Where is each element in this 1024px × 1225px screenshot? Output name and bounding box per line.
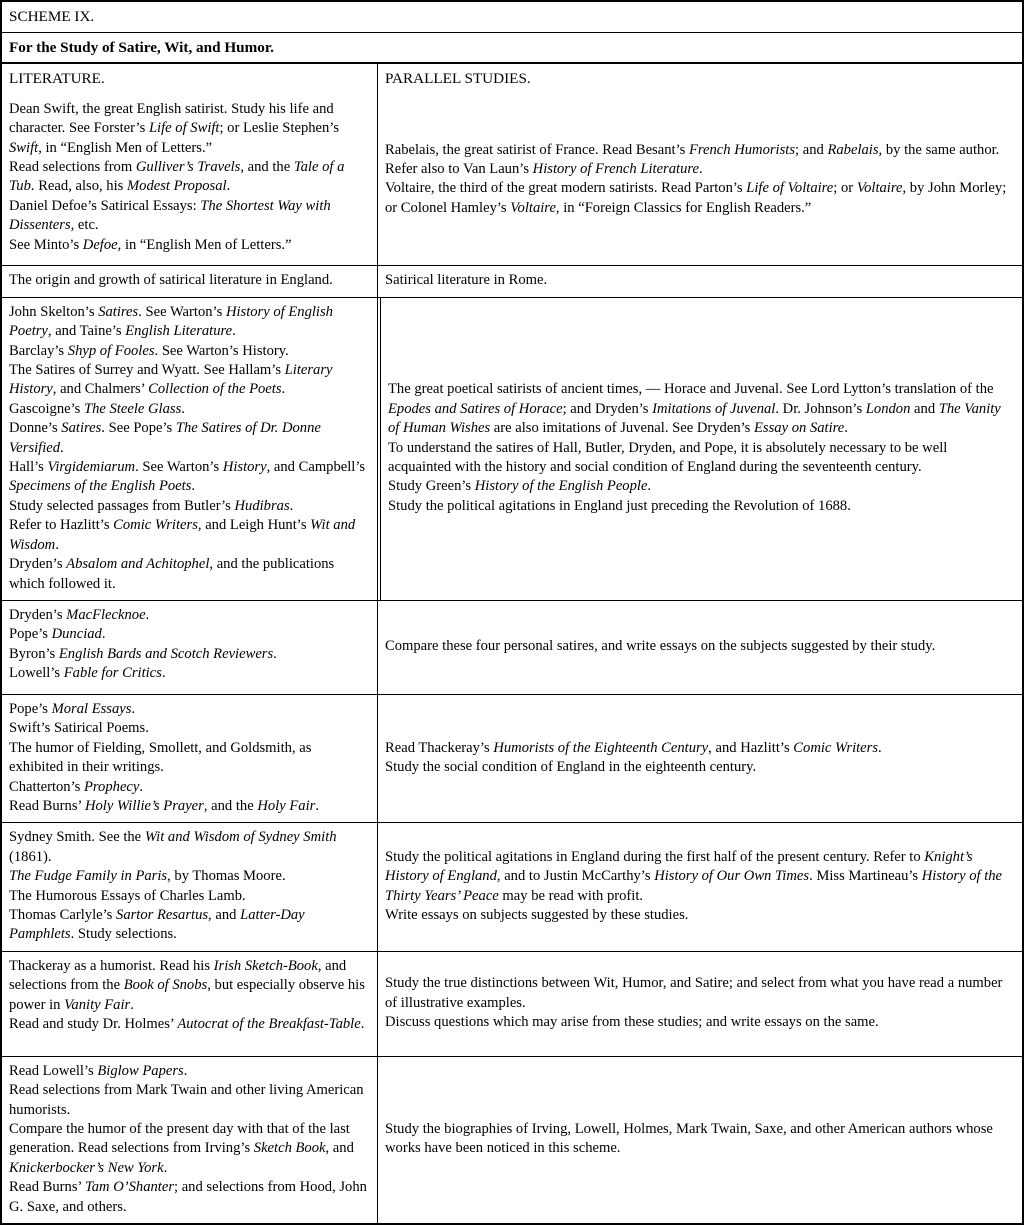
paragraph: Dryden’s Absalom and Achitophel, and the publications which followed it.: [9, 556, 335, 592]
paragraph: Study selected passages from Butler’s Hudibras.: [9, 497, 294, 514]
paragraph: The origin and growth of satirical literature in England.: [9, 271, 333, 288]
paragraph: Sydney Smith. See the Wit and Wisdom of Sydney Smith (1861).: [9, 829, 337, 865]
paragraph: Study the political agitations in England during the first half of the present century. Refer to Knight’s History of England, and to Justin McCarthy’s History of Our Own Times. Miss Martineau’s History of the Thirty Years’ Peace may be read with profit.: [385, 848, 1003, 904]
parallel-studies-cell: [377, 952, 1022, 1056]
literature-cell: [2, 823, 377, 950]
column-header-literature: LITERATURE.: [9, 70, 105, 88]
paragraph: Voltaire, the third of the great modern satirists. Read Parton’s Life of Voltaire; or Voltaire, by John Morley; or Colonel Hamley’s Voltaire, in “Foreign Classics for English Readers.”: [385, 180, 1007, 216]
paragraph: Read and study Dr. Holmes’ Autocrat of the Breakfast-Table.: [9, 1016, 365, 1032]
paragraph: Study the social condition of England in the eighteenth century.: [385, 759, 757, 776]
paragraph: Read selections from Mark Twain and other living American humorists.: [9, 1082, 364, 1118]
paragraph: Study the biographies of Irving, Lowell, Holmes, Mark Twain, Saxe, and other American authors whose works have been noticed in this scheme.: [385, 1121, 993, 1157]
table-row: [2, 265, 1022, 297]
paragraph: Compare the humor of the present day with that of the last generation. Read selections from Irving’s Sketch Book, and Knickerbocker’s New York.: [9, 1121, 354, 1176]
paragraph: The great poetical satirists of ancient times, — Horace and Juvenal. See Lord Lytton’s translation of the Epodes and Satires of Horace; and Dryden’s Imitations of Juvenal. Dr. Johnson’s London and The Vanity of Human Wishes are also imitations of Juvenal. See Dryden’s Essay on Satire.: [388, 381, 1001, 437]
parallel-studies-cell: [377, 601, 1022, 694]
paragraph: Study the political agitations in England just preceding the Revolution of 1688.: [388, 497, 851, 514]
paragraph: Daniel Defoe’s Satirical Essays: The Shortest Way with Dissenters, etc.: [9, 197, 331, 234]
paragraph: The humor of Fielding, Smollett, and Goldsmith, as exhibited in their writings.: [9, 739, 312, 776]
paragraph: Read Burns’ Tam O’Shanter; and selections from Hood, John G. Saxe, and others.: [9, 1179, 367, 1215]
scheme-title-row: [2, 32, 1022, 62]
paragraph: Gascoigne’s The Steele Glass.: [9, 400, 185, 417]
paragraph: Lowell’s Fable for Critics.: [9, 665, 166, 682]
paragraph: The Fudge Family in Paris, by Thomas Moore.: [9, 868, 286, 885]
paragraph: The Satires of Surrey and Wyatt. See Hallam’s Literary History, and Chalmers’ Collection of the Poets.: [9, 362, 333, 398]
paragraph: Hall’s Virgidemiarum. See Warton’s History, and Campbell’s Specimens of the English Poets.: [9, 459, 366, 495]
paragraph: Satirical literature in Rome.: [385, 272, 548, 289]
parallel-studies-cell: [377, 298, 1022, 600]
table-row: [2, 694, 1022, 822]
scheme-title: For the Study of Satire, Wit, and Humor.: [9, 39, 274, 56]
paragraph: See Minto’s Defoe, in “English Men of Letters.”: [9, 236, 292, 253]
paragraph: Pope’s Moral Essays.: [9, 700, 136, 717]
parallel-studies-cell: [377, 95, 1022, 265]
paragraph: Swift’s Satirical Poems.: [9, 720, 149, 737]
parallel-studies-cell: [377, 695, 1022, 822]
paragraph: John Skelton’s Satires. See Warton’s History of English Poetry, and Taine’s English Literature.: [9, 303, 333, 340]
paragraph: Compare these four personal satires, and write essays on the subjects suggested by their study.: [385, 638, 936, 655]
paragraph: Read selections from Gulliver’s Travels, and the Tale of a Tub. Read, also, his Modest Proposal.: [9, 159, 345, 195]
table-row: [2, 822, 1022, 950]
paragraph: Thackeray as a humorist. Read his Irish Sketch-Book, and selections from the Book of Snobs, but especially observe his power in Vanity Fair.: [9, 957, 365, 1013]
paragraph: Dryden’s MacFlecknoe.: [9, 606, 150, 623]
parallel-studies-cell: [377, 823, 1022, 950]
paragraph: Thomas Carlyle’s Sartor Resartus, and Latter-Day Pamphlets. Study selections.: [9, 906, 305, 943]
paragraph: To understand the satires of Hall, Butler, Dryden, and Pope, it is absolutely necessary to be well acquainted with the history and social condition of England during the seventeenth century.: [388, 439, 948, 476]
paragraph: Write essays on subjects suggested by these studies.: [385, 906, 689, 923]
literature-cell: [2, 601, 377, 694]
paragraph: Refer to Hazlitt’s Comic Writers, and Leigh Hunt’s Wit and Wisdom.: [9, 517, 356, 553]
literature-cell: [2, 1057, 377, 1223]
literature-cell: [2, 695, 377, 822]
parallel-studies-cell: [377, 1057, 1022, 1223]
table-row: [2, 600, 1022, 694]
paragraph: Byron’s English Bards and Scotch Reviewers.: [9, 645, 277, 662]
paragraph: Study the true distinctions between Wit, Humor, and Satire; and select from what you have read a number of illustrative examples.: [385, 975, 1003, 1011]
literature-cell: [2, 266, 377, 297]
paragraph: Read Thackeray’s Humorists of the Eighteenth Century, and Hazlitt’s Comic Writers.: [385, 739, 882, 756]
paragraph: Discuss questions which may arise from these studies; and write essays on the same.: [385, 1013, 879, 1030]
table-body: [2, 95, 1022, 1223]
paragraph: Read Lowell’s Biglow Papers.: [9, 1062, 188, 1079]
column-header-row: [2, 62, 1022, 94]
paragraph: Dean Swift, the great English satirist. Study his life and character. See Forster’s Life of Swift; or Leslie Stephen’s Swift, in “English Men of Letters.”: [9, 100, 340, 156]
table-row: [2, 1056, 1022, 1223]
literature-cell: [2, 952, 377, 1056]
paragraph: Study Green’s History of the English People.: [388, 478, 652, 495]
paragraph: The Humorous Essays of Charles Lamb.: [9, 887, 246, 904]
literature-cell: [2, 298, 377, 600]
paragraph: Chatterton’s Prophecy.: [9, 778, 144, 795]
paragraph: Donne’s Satires. See Pope’s The Satires of Dr. Donne Versified.: [9, 420, 321, 456]
column-header-parallel-studies: PARALLEL STUDIES.: [377, 64, 1022, 94]
scheme-label: SCHEME IX.: [9, 8, 95, 26]
literature-cell: [2, 95, 377, 265]
parallel-studies-cell: [377, 266, 1022, 297]
scheme-header-row: [2, 2, 1022, 32]
paragraph: Barclay’s Shyp of Fooles. See Warton’s History.: [9, 342, 289, 359]
paragraph: Read Burns’ Holy Willie’s Prayer, and the Holy Fair.: [9, 797, 319, 814]
table-row: [2, 951, 1022, 1056]
table-row: [2, 95, 1022, 265]
paragraph: Rabelais, the great satirist of France. Read Besant’s French Humorists; and Rabelais, by the same author. Refer also to Van Laun’s History of French Literature.: [385, 141, 1000, 177]
table-row: [2, 297, 1022, 600]
paragraph: Pope’s Dunciad.: [9, 626, 106, 643]
